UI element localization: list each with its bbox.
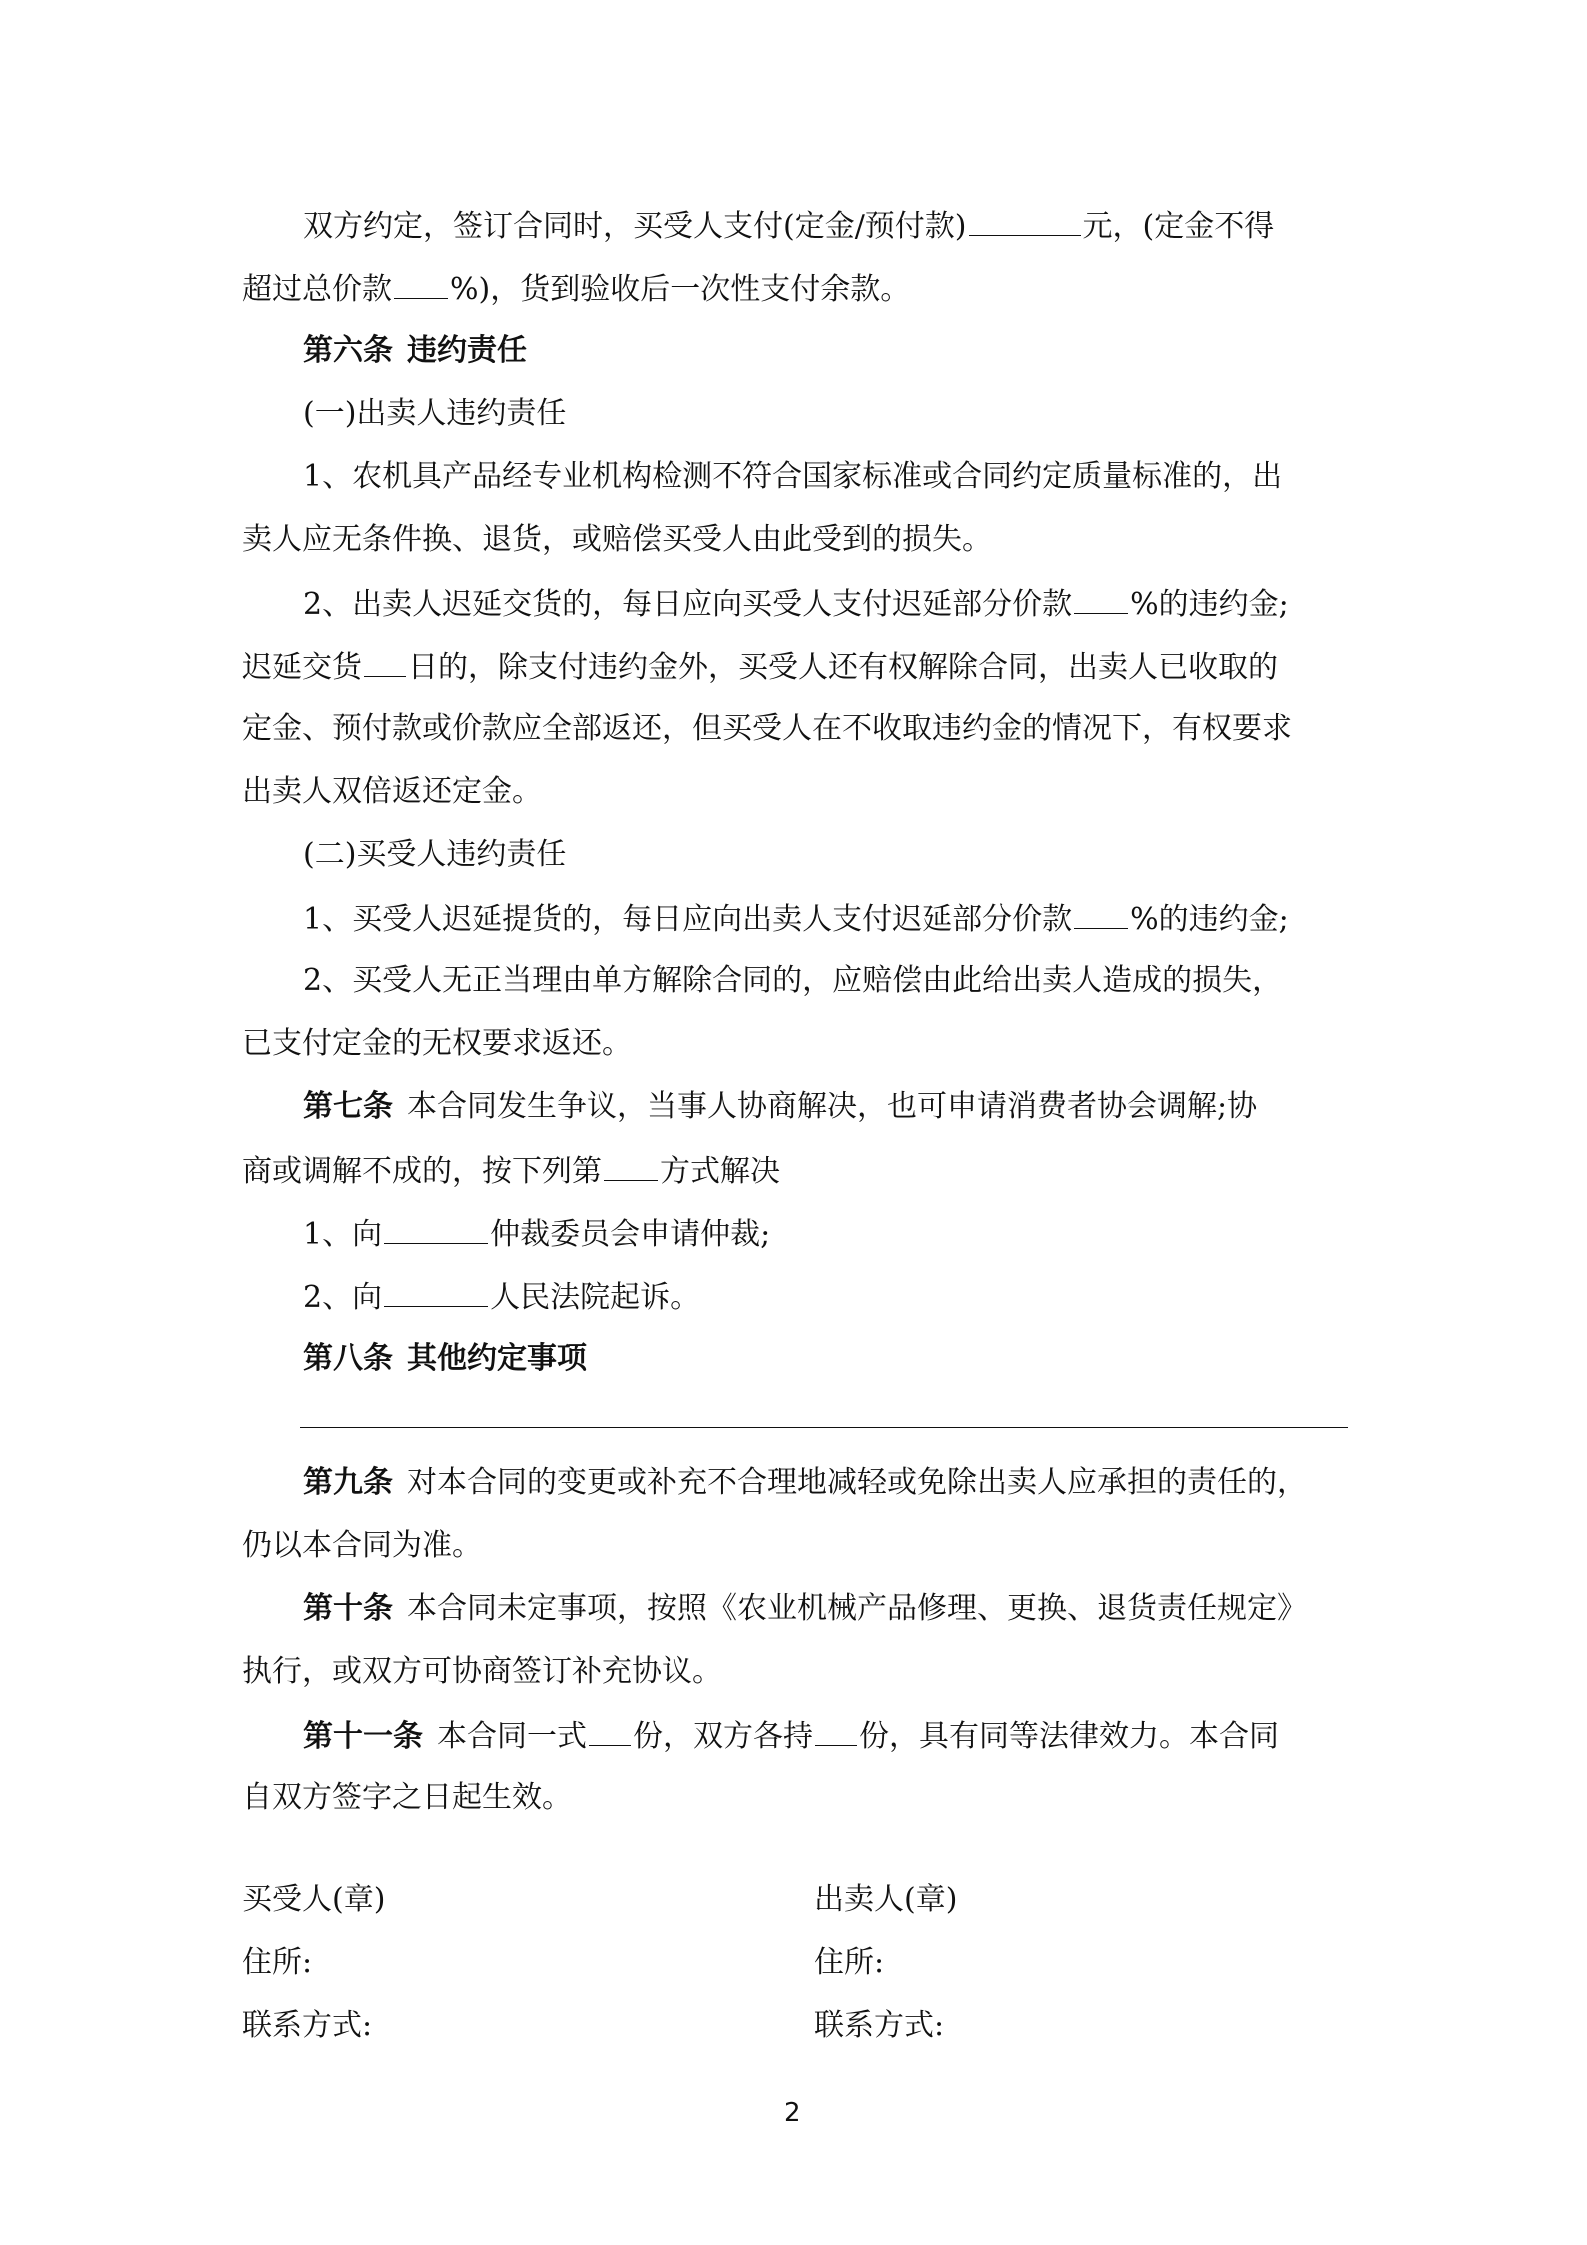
clause6-buyer-item1 bbox=[303, 898, 1289, 940]
amount-blank bbox=[969, 205, 1081, 236]
clause11-text: 份，双方各持 bbox=[633, 1719, 813, 1754]
clause5-text: 双方约定，签订合同时，买受人支付(定金/预付款) bbox=[303, 209, 967, 244]
clause-number: 第八条 bbox=[303, 1341, 393, 1376]
clause6-text: 1、买受人迟延提货的，每日应向出卖人支付迟延部分价款 bbox=[303, 902, 1073, 937]
clause6-text: 日的，除支付违约金外，买受人还有权解除合同，出卖人已收取的 bbox=[408, 650, 1278, 685]
clause-number: 第十条 bbox=[303, 1591, 393, 1626]
clause5-text: 元，(定金不得 bbox=[1082, 209, 1275, 244]
clause-title: 其他约定事项 bbox=[407, 1341, 587, 1376]
clause7-line1 bbox=[303, 1087, 1257, 1127]
clause6-item2-line4: 出卖人双倍返还定金。 bbox=[242, 774, 542, 809]
clause9-line2: 仍以本合同为准。 bbox=[242, 1528, 482, 1563]
clause5-text: %)，货到验收后一次性支付余款。 bbox=[450, 272, 911, 307]
clause6-item1-line1: 1、农机具产品经专业机构检测不符合国家标准或合同约定质量标准的，出 bbox=[303, 459, 1283, 494]
clause6-text: 2、出卖人迟延交货的，每日应向买受人支付迟延部分价款 bbox=[303, 587, 1073, 622]
clause-number: 第六条 bbox=[303, 333, 393, 368]
seller-contact-label: 联系方式: bbox=[814, 2008, 945, 2043]
days-blank bbox=[364, 646, 406, 677]
clause7-line2 bbox=[242, 1150, 780, 1192]
buyer-liability-subheading: (二)买受人违约责任 bbox=[303, 837, 567, 872]
clause6-item1-line2: 卖人应无条件换、退货，或赔偿买受人由此受到的损失。 bbox=[242, 522, 992, 557]
seller-liability-subheading: (一)出卖人违约责任 bbox=[303, 396, 567, 431]
copies-blank bbox=[589, 1715, 631, 1746]
copies-each-blank bbox=[815, 1715, 857, 1746]
clause10-line2: 执行，或双方可协商签订补充协议。 bbox=[242, 1654, 722, 1689]
clause11-text: 本合同一式 bbox=[437, 1719, 587, 1754]
clause7-option2 bbox=[303, 1276, 700, 1318]
clause5-line2 bbox=[242, 268, 910, 310]
clause7-text: 商或调解不成的，按下列第 bbox=[242, 1154, 602, 1189]
clause9-line1 bbox=[303, 1463, 1307, 1503]
seller-address-label: 住所: bbox=[814, 1945, 885, 1980]
clause7-text: 本合同发生争议，当事人协商解决，也可申请消费者协会调解;协 bbox=[407, 1089, 1258, 1124]
clause7-text: 方式解决 bbox=[660, 1154, 780, 1189]
clause7-text: 人民法院起诉。 bbox=[490, 1280, 701, 1315]
clause6-item2-line1 bbox=[303, 583, 1289, 625]
clause8-heading bbox=[303, 1339, 587, 1379]
clause6-text: 迟延交货 bbox=[242, 650, 362, 685]
clause-title: 违约责任 bbox=[407, 333, 527, 368]
clause7-option1 bbox=[303, 1213, 770, 1255]
clause-number: 第七条 bbox=[303, 1089, 393, 1124]
clause11-text: 份，具有同等法律效力。本合同 bbox=[859, 1719, 1279, 1754]
clause9-text: 对本合同的变更或补充不合理地减轻或免除出卖人应承担的责任的， bbox=[407, 1465, 1307, 1500]
clause5-line1 bbox=[303, 205, 1274, 247]
percent-blank bbox=[1074, 583, 1128, 614]
clause10-text: 本合同未定事项，按照《农业机械产品修理、更换、退货责任规定》 bbox=[407, 1591, 1307, 1626]
buyer-seal-label: 买受人(章) bbox=[242, 1882, 386, 1917]
clause11-line1 bbox=[303, 1715, 1279, 1757]
clause6-item2-line3: 定金、预付款或价款应全部返还，但买受人在不收取违约金的情况下，有权要求 bbox=[242, 711, 1292, 746]
clause7-text: 仲裁委员会申请仲裁; bbox=[490, 1217, 771, 1252]
percent-blank bbox=[394, 268, 448, 299]
clause-number: 第九条 bbox=[303, 1465, 393, 1500]
clause6-buyer-item2-line1: 2、买受人无正当理由单方解除合同的，应赔偿由此给出卖人造成的损失， bbox=[303, 963, 1283, 998]
clause7-text: 1、向 bbox=[303, 1217, 383, 1252]
other-terms-blank-line bbox=[300, 1427, 1348, 1428]
clause-number: 第十一条 bbox=[303, 1719, 423, 1754]
page-number: 2 bbox=[784, 2098, 801, 2128]
clause11-line2: 自双方签字之日起生效。 bbox=[242, 1780, 572, 1815]
clause6-buyer-item2-line2: 已支付定金的无权要求返还。 bbox=[242, 1026, 632, 1061]
clause6-heading bbox=[303, 331, 527, 371]
clause6-text: %的违约金; bbox=[1130, 587, 1289, 622]
clause6-text: %的违约金; bbox=[1130, 902, 1289, 937]
seller-seal-label: 出卖人(章) bbox=[814, 1882, 958, 1917]
clause6-item2-line2 bbox=[242, 646, 1278, 688]
clause10-line1 bbox=[303, 1589, 1307, 1629]
buyer-contact-label: 联系方式: bbox=[242, 2008, 373, 2043]
clause5-text: 超过总价款 bbox=[242, 272, 392, 307]
arbitration-blank bbox=[384, 1213, 488, 1244]
percent-blank bbox=[1074, 898, 1128, 929]
clause7-text: 2、向 bbox=[303, 1280, 383, 1315]
method-blank bbox=[604, 1150, 658, 1181]
court-blank bbox=[384, 1276, 488, 1307]
buyer-address-label: 住所: bbox=[242, 1945, 313, 1980]
